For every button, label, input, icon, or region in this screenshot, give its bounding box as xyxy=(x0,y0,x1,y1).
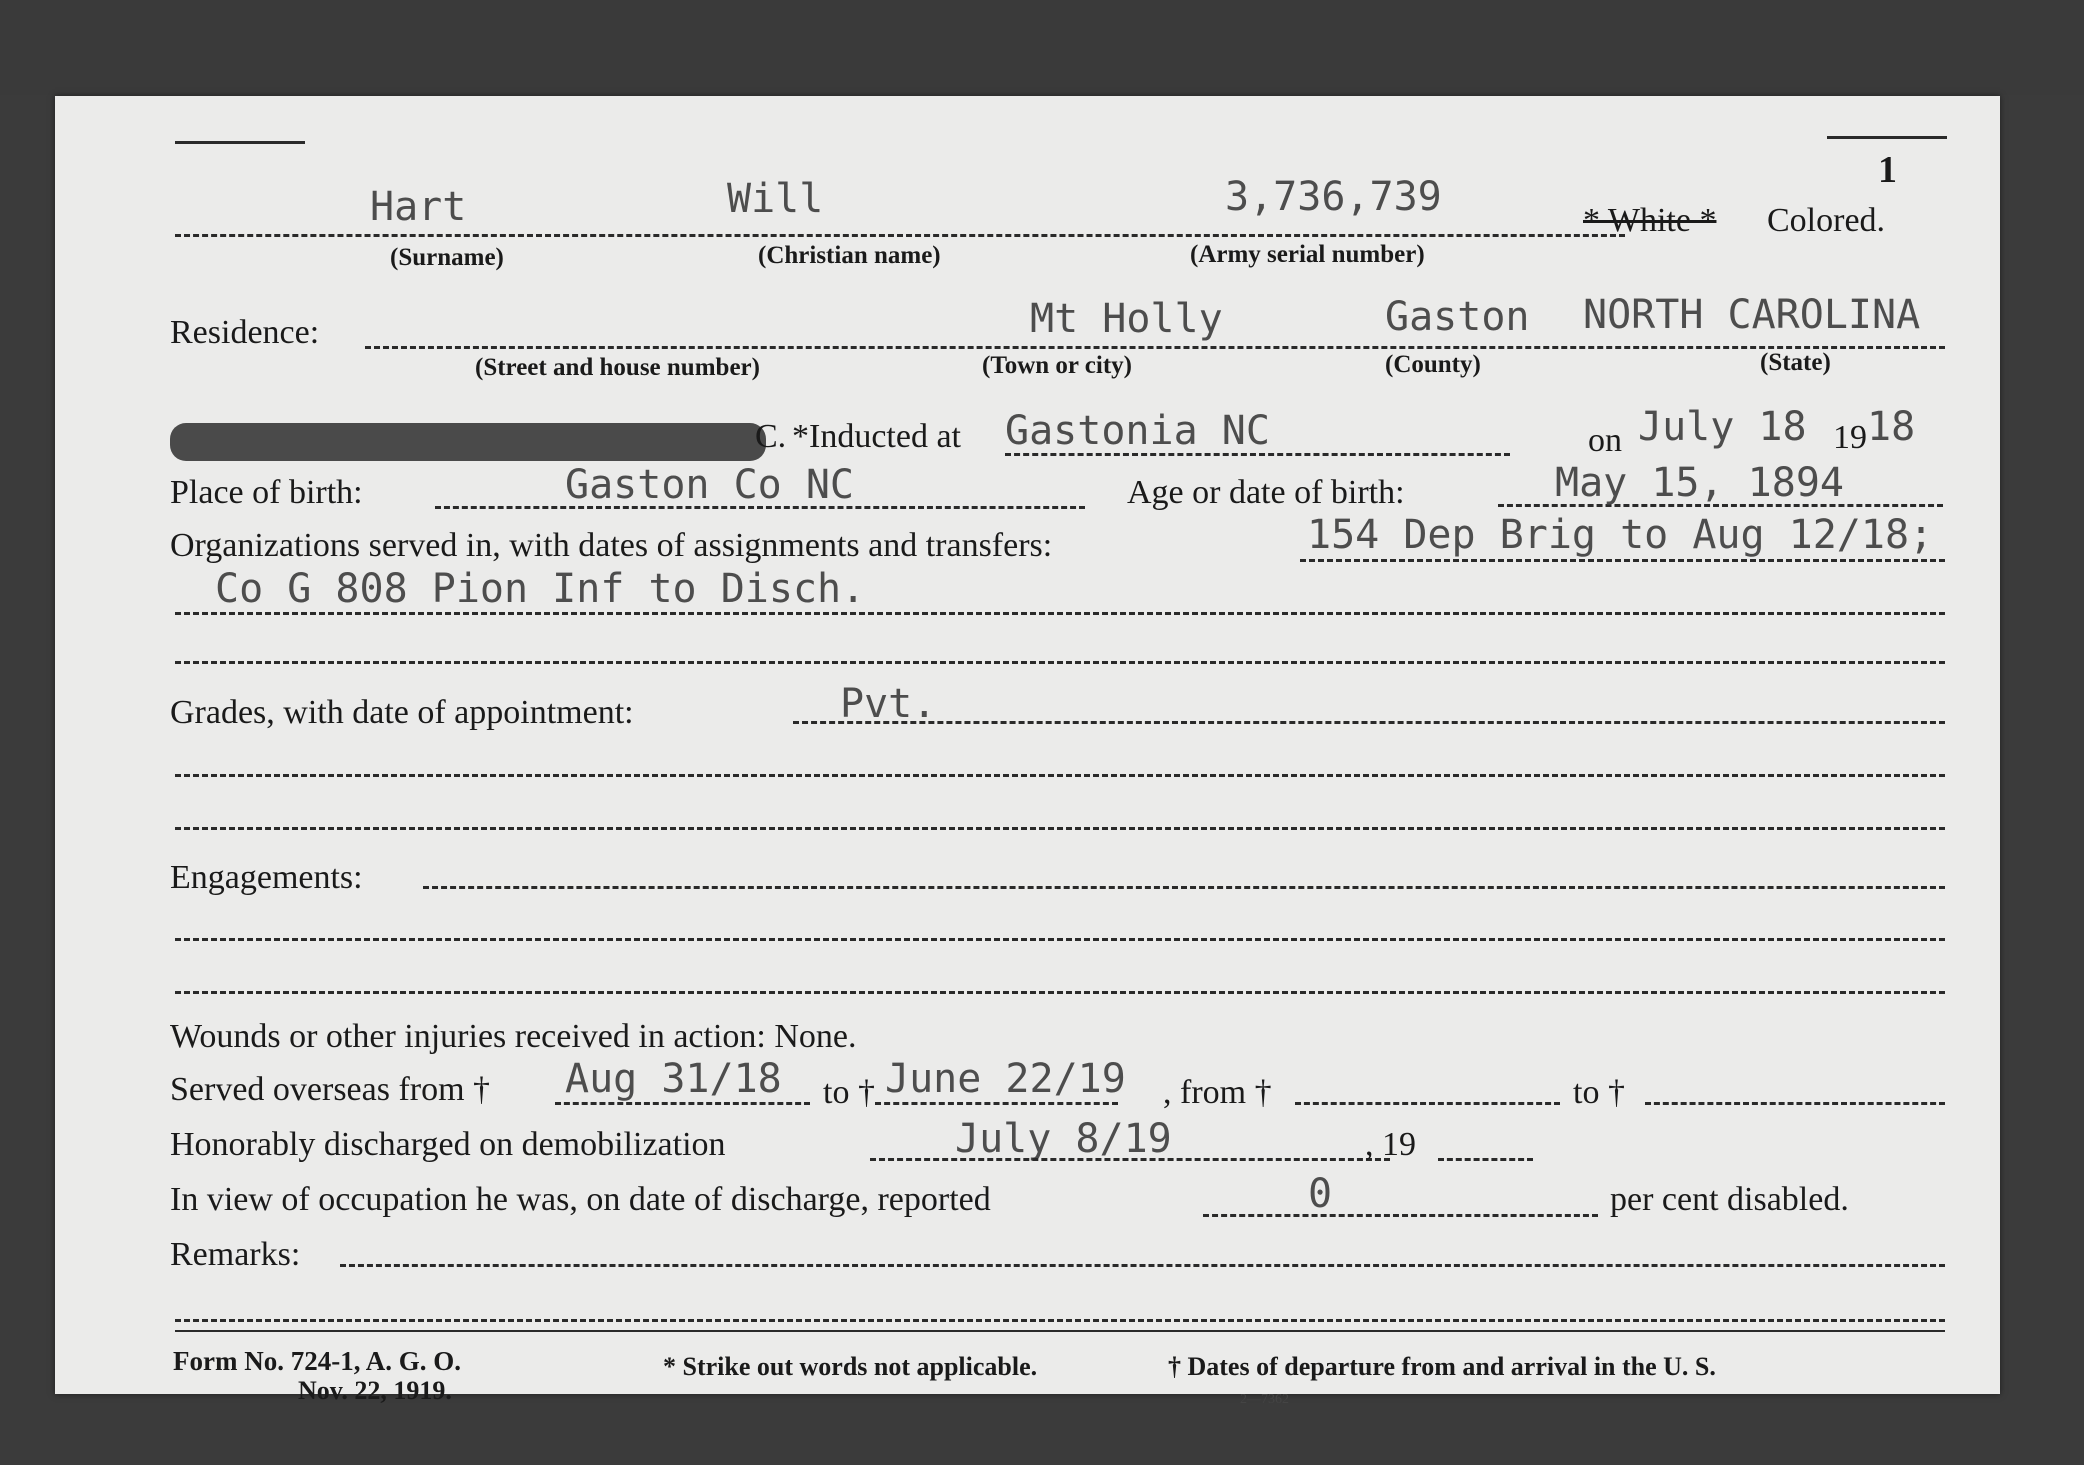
inducted-label: *Inducted at xyxy=(792,418,961,455)
overseas-label: Served overseas from † xyxy=(170,1071,491,1108)
grade-value: Pvt. xyxy=(840,681,937,727)
inducted-line xyxy=(1005,453,1510,456)
overseas-to-line xyxy=(875,1102,1118,1105)
card-number: 1 xyxy=(1878,149,1897,191)
caption-christian-name: (Christian name) xyxy=(758,242,941,269)
remarks-line-1 xyxy=(340,1264,1945,1267)
engagements-line-1 xyxy=(423,886,1945,889)
second-from-line xyxy=(1295,1102,1560,1105)
inducted-place-value: Gastonia NC xyxy=(1005,408,1270,454)
redaction-smudge xyxy=(170,423,766,461)
organizations-line1-value: 154 Dep Brig to Aug 12/18; xyxy=(1307,512,1934,558)
race-white: * White * xyxy=(1583,202,1717,239)
birthdate-value: May 15, 1894 xyxy=(1555,460,1844,506)
organizations-line-3 xyxy=(175,661,1945,664)
form-number: Form No. 724-1, A. G. O. xyxy=(173,1346,461,1376)
print-code: 2—7362 xyxy=(1240,1392,1289,1407)
form-date: Nov. 22, 1919. xyxy=(298,1376,452,1405)
state-value: NORTH CAROLINA xyxy=(1583,292,1921,338)
organizations-label: Organizations served in, with dates of assignments and transfers: xyxy=(170,527,1053,564)
race-colored: Colored. xyxy=(1767,202,1886,239)
birthdate-label: Age or date of birth: xyxy=(1127,474,1405,511)
service-record-card xyxy=(55,96,2000,1407)
organizations-line-2 xyxy=(175,612,1945,615)
disability-line xyxy=(1203,1214,1598,1217)
discharge-year-line xyxy=(1438,1158,1533,1161)
residence-label: Residence: xyxy=(170,314,320,351)
caption-surname: (Surname) xyxy=(390,244,504,271)
overseas-to-value: June 22/19 xyxy=(885,1056,1126,1102)
year-prefix: 19 xyxy=(1833,419,1867,456)
remarks-line-3 xyxy=(175,1330,1945,1332)
on-label: on xyxy=(1588,422,1622,459)
enlisted-tail: C. xyxy=(755,418,787,455)
remarks-label: Remarks: xyxy=(170,1236,301,1273)
second-from-label: , from † xyxy=(1163,1074,1272,1111)
caption-street: (Street and house number) xyxy=(475,354,760,381)
engagements-line-3 xyxy=(175,991,1945,994)
grades-line-3 xyxy=(175,827,1945,830)
induction-year-value: 18 xyxy=(1867,404,1916,450)
birthplace-label: Place of birth: xyxy=(170,474,363,511)
discharge-date-value: July 8/19 xyxy=(955,1116,1172,1162)
discharge-label: Honorably discharged on demobilization xyxy=(170,1126,726,1163)
remarks-line-2 xyxy=(175,1319,1945,1322)
organizations-line-1 xyxy=(1300,559,1945,562)
birthplace-value: Gaston Co NC xyxy=(565,462,854,508)
engagements-line-2 xyxy=(175,938,1945,941)
residence-line xyxy=(365,346,1945,349)
caption-county: (County) xyxy=(1385,351,1481,378)
discharge-year-label: , 19 xyxy=(1365,1126,1416,1163)
serial-number-value: 3,736,739 xyxy=(1225,174,1442,220)
caption-serial-number: (Army serial number) xyxy=(1190,241,1425,268)
christian-name-value: Will xyxy=(727,176,824,222)
disability-suffix: per cent disabled. xyxy=(1610,1181,1849,1218)
county-value: Gaston xyxy=(1385,294,1530,340)
overseas-to-label: to † xyxy=(823,1074,875,1111)
grades-line-1 xyxy=(793,721,1945,724)
discharge-line xyxy=(870,1158,1390,1161)
overseas-from-line xyxy=(555,1102,810,1105)
disability-label: In view of occupation he was, on date of discharge, reported xyxy=(170,1181,991,1218)
organizations-line2-value: Co G 808 Pion Inf to Disch. xyxy=(215,566,866,612)
top-left-rule xyxy=(175,141,305,144)
footnote-dates: † Dates of departure from and arrival in the U. S. xyxy=(1168,1352,1716,1381)
town-value: Mt Holly xyxy=(1030,296,1223,342)
grades-label: Grades, with date of appointment: xyxy=(170,694,634,731)
grades-line-2 xyxy=(175,774,1945,777)
name-line xyxy=(175,234,1625,237)
second-to-label: to † xyxy=(1573,1074,1625,1111)
engagements-label: Engagements: xyxy=(170,859,363,896)
scanner-background xyxy=(0,0,2084,95)
overseas-from-value: Aug 31/18 xyxy=(565,1056,782,1102)
wounds-text: Wounds or other injuries received in action: None. xyxy=(170,1018,857,1055)
induction-date-value: July 18 xyxy=(1638,404,1807,450)
surname-value: Hart xyxy=(370,184,467,230)
disability-value: 0 xyxy=(1308,1171,1333,1217)
second-to-line xyxy=(1645,1102,1945,1105)
top-right-rule xyxy=(1827,136,1947,139)
caption-town: (Town or city) xyxy=(982,352,1132,379)
caption-state: (State) xyxy=(1760,349,1831,376)
footnote-strike-out: * Strike out words not applicable. xyxy=(663,1352,1038,1381)
